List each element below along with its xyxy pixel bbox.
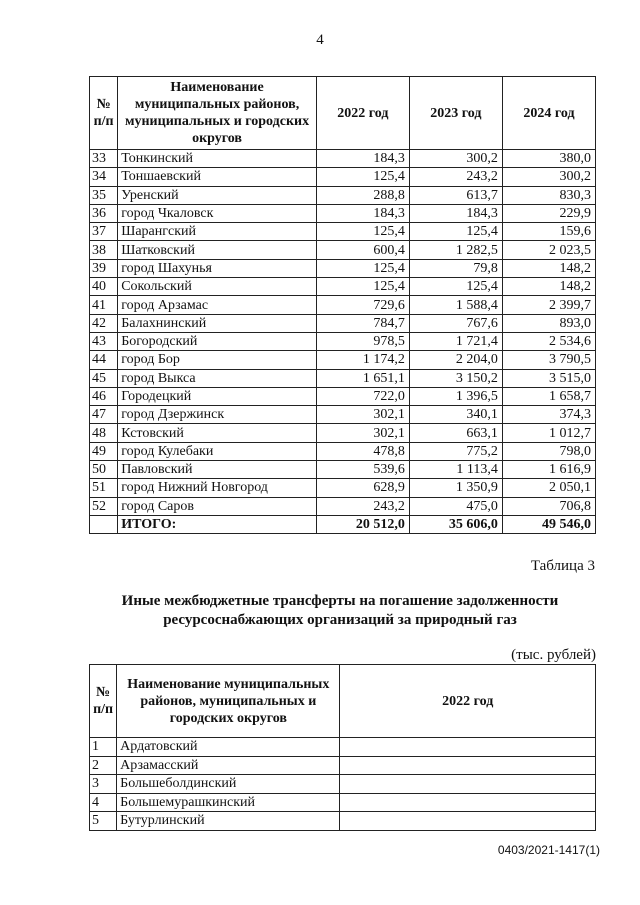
value-2023: 767,6 [409,314,502,332]
value-2022: 125,4 [316,223,409,241]
transfers-table-continued [89,76,596,534]
value-2022: 184,3 [316,150,409,168]
row-number: 45 [90,369,118,387]
gas-debt-transfers-table [89,664,596,831]
district-name: Тонкинский [118,150,317,168]
value-2022: 302,1 [316,424,409,442]
value-2023: 775,2 [409,442,502,460]
district-name: город Чкаловск [118,204,317,222]
value-2022: 784,7 [316,314,409,332]
table-row [90,204,596,222]
table-row [90,351,596,369]
district-name: город Саров [118,497,317,515]
table-row [90,461,596,479]
value-2024: 1 658,7 [502,387,595,405]
row-number: 34 [90,168,118,186]
total-2024: 49 546,0 [502,515,595,533]
value-2022: 1 174,2 [316,351,409,369]
table-caption: Таблица 3 [530,558,595,574]
value-2024: 2 050,1 [502,479,595,497]
row-number: 50 [90,461,118,479]
value-2022: 288,8 [316,186,409,204]
row-number: 48 [90,424,118,442]
value-2024: 1 012,7 [502,424,595,442]
value-2023: 613,7 [409,186,502,204]
value-2022: 125,4 [316,259,409,277]
col-header-2022: 2022 год [316,77,409,150]
district-name: Сокольский [118,278,317,296]
value-2023: 300,2 [409,150,502,168]
value-2022: 729,6 [316,296,409,314]
district-name: Ардатовский [117,738,340,757]
table-row [90,314,596,332]
value-2022: 478,8 [316,442,409,460]
table-row [90,278,596,296]
row-number: 5 [90,812,117,831]
value-2022 [340,812,596,831]
table-row [90,424,596,442]
value-2024: 2 399,7 [502,296,595,314]
table-row [90,369,596,387]
value-2024: 3 515,0 [502,369,595,387]
value-2024: 300,2 [502,168,595,186]
row-number: 39 [90,259,118,277]
district-name: город Выкса [118,369,317,387]
col-header-name: Наименование муниципальных районов, муниципальных и городских округов [118,77,317,150]
value-2023: 340,1 [409,406,502,424]
table-body [90,738,596,831]
value-2023: 2 204,0 [409,351,502,369]
table-row [90,775,596,794]
value-2023: 1 113,4 [409,461,502,479]
value-2024: 148,2 [502,278,595,296]
table-row [90,442,596,460]
row-number: 1 [90,738,117,757]
value-2022 [340,738,596,757]
value-2023: 125,4 [409,223,502,241]
value-2024: 1 616,9 [502,461,595,479]
table-row [90,812,596,831]
district-name: Уренский [118,186,317,204]
district-name: Кстовский [118,424,317,442]
row-number: 51 [90,479,118,497]
district-name: Шарангский [118,223,317,241]
total-number-cell [90,515,118,533]
row-number: 41 [90,296,118,314]
col-header-2024: 2024 год [502,77,595,150]
value-2023: 79,8 [409,259,502,277]
table-row [90,406,596,424]
value-2022 [340,756,596,775]
col-header-number: № п/п [90,77,118,150]
district-name: Балахнинский [118,314,317,332]
value-2023: 243,2 [409,168,502,186]
row-number: 49 [90,442,118,460]
table-row [90,186,596,204]
units-label: (тыс. рублей) [511,647,596,663]
district-name: Большеболдинский [117,775,340,794]
district-name: город Бор [118,351,317,369]
district-name: город Арзамас [118,296,317,314]
table-row [90,223,596,241]
district-name: Павловский [118,461,317,479]
col-header-name: Наименование муниципальных районов, муниципальных и городских округов [117,665,340,738]
district-name: Бутурлинский [117,812,340,831]
district-name: город Кулебаки [118,442,317,460]
table-row [90,497,596,515]
document-code: 0403/2021-1417(1) [497,843,600,857]
value-2022: 628,9 [316,479,409,497]
section-heading: Иные межбюджетные трансферты на погашение задолженности ресурсоснабжающих организаций за природный газ [121,593,559,628]
value-2024: 830,3 [502,186,595,204]
value-2022 [340,793,596,812]
table-body [90,150,596,534]
col-header-2023: 2023 год [409,77,502,150]
value-2024: 3 790,5 [502,351,595,369]
district-name: город Шахунья [118,259,317,277]
row-number: 36 [90,204,118,222]
row-number: 2 [90,756,117,775]
value-2022: 243,2 [316,497,409,515]
row-number: 35 [90,186,118,204]
value-2024: 706,8 [502,497,595,515]
value-2023: 125,4 [409,278,502,296]
table-row [90,756,596,775]
row-number: 42 [90,314,118,332]
row-number: 37 [90,223,118,241]
value-2023: 1 588,4 [409,296,502,314]
value-2024: 229,9 [502,204,595,222]
district-name: Тоншаевский [118,168,317,186]
table-row [90,150,596,168]
value-2022: 302,1 [316,406,409,424]
row-number: 44 [90,351,118,369]
value-2023: 663,1 [409,424,502,442]
row-number: 38 [90,241,118,259]
total-row [90,515,596,533]
row-number: 4 [90,793,117,812]
total-2022: 20 512,0 [316,515,409,533]
district-name: Шатковский [118,241,317,259]
value-2023: 1 396,5 [409,387,502,405]
value-2023: 1 721,4 [409,332,502,350]
value-2022: 600,4 [316,241,409,259]
row-number: 33 [90,150,118,168]
value-2024: 798,0 [502,442,595,460]
value-2024: 893,0 [502,314,595,332]
value-2024: 2 534,6 [502,332,595,350]
value-2024: 159,6 [502,223,595,241]
col-header-number: № п/п [90,665,117,738]
table-row [90,793,596,812]
value-2023: 1 350,9 [409,479,502,497]
row-number: 46 [90,387,118,405]
value-2023: 184,3 [409,204,502,222]
value-2024: 2 023,5 [502,241,595,259]
value-2022: 1 651,1 [316,369,409,387]
table-row [90,479,596,497]
value-2024: 374,3 [502,406,595,424]
row-number: 3 [90,775,117,794]
table-row [90,168,596,186]
row-number: 47 [90,406,118,424]
district-name: Большемурашкинский [117,793,340,812]
value-2022: 184,3 [316,204,409,222]
value-2024: 380,0 [502,150,595,168]
value-2023: 3 150,2 [409,369,502,387]
value-2022 [340,775,596,794]
district-name: город Нижний Новгород [118,479,317,497]
value-2022: 722,0 [316,387,409,405]
district-name: Городецкий [118,387,317,405]
row-number: 40 [90,278,118,296]
value-2022: 539,6 [316,461,409,479]
value-2024: 148,2 [502,259,595,277]
district-name: Арзамасский [117,756,340,775]
value-2023: 475,0 [409,497,502,515]
value-2022: 125,4 [316,168,409,186]
table-header-row [90,77,596,150]
value-2023: 1 282,5 [409,241,502,259]
district-name: город Дзержинск [118,406,317,424]
district-name: Богородский [118,332,317,350]
total-2023: 35 606,0 [409,515,502,533]
table-row [90,738,596,757]
table-row [90,387,596,405]
row-number: 43 [90,332,118,350]
table-row [90,296,596,314]
total-label: ИТОГО: [118,515,317,533]
table-row [90,241,596,259]
value-2022: 978,5 [316,332,409,350]
table-row [90,332,596,350]
table-row [90,259,596,277]
row-number: 52 [90,497,118,515]
col-header-2022: 2022 год [340,665,596,738]
page-number: 4 [316,32,324,48]
value-2022: 125,4 [316,278,409,296]
table-header-row [90,665,596,738]
